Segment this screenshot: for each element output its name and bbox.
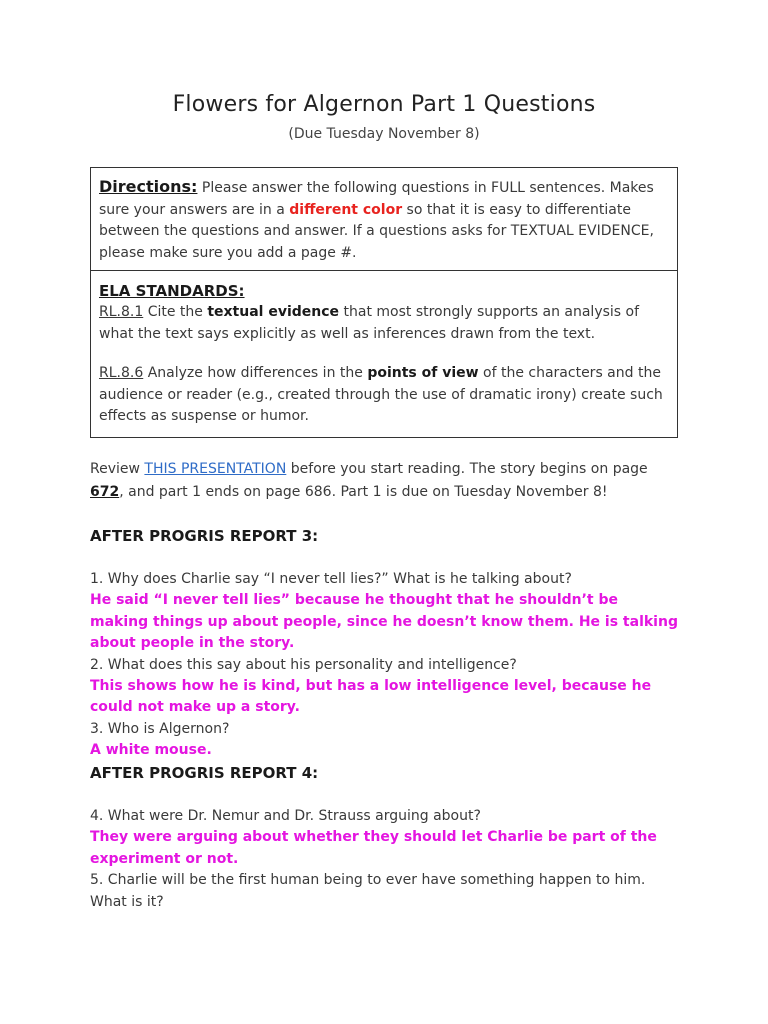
- different-color-highlight: different color: [289, 201, 403, 218]
- review-text-pre: Review: [90, 461, 145, 477]
- answer-4: They were arguing about whether they should let Charlie be part of the experiment or not.: [90, 829, 657, 867]
- presentation-link[interactable]: THIS PRESENTATION: [144, 461, 287, 477]
- directions-paragraph: [99, 176, 669, 264]
- review-text-end: , and part 1 ends on page 686. Part 1 is due on Tuesday November 8!: [119, 483, 608, 500]
- directions-text-2: so that it is easy to differentiate between the questions and answer. If a questions asks for TEXTUAL EVIDENCE, please make sure you add a page #.: [99, 201, 654, 261]
- standard-rl86: [99, 363, 669, 428]
- ela-standards-heading: ELA STANDARDS:: [99, 282, 245, 300]
- directions-text-1: Please answer the following questions in FULL sentences. Makes sure your answers are in a: [99, 180, 654, 218]
- questions-report-4: [90, 806, 680, 913]
- standard-bold-term: points of view: [367, 365, 479, 381]
- standard-text-pre: Analyze how differences in the: [143, 365, 368, 381]
- answer-2: This shows how he is kind, but has a low intelligence level, because he could not make up a story.: [90, 678, 652, 716]
- question-1: 1. Why does Charlie say “I never tell lies?” What is he talking about?: [90, 571, 572, 587]
- standard-text-pre: Cite the: [143, 304, 208, 320]
- standard-code-link[interactable]: RL.8.6: [99, 365, 144, 381]
- question-3: 3. Who is Algernon?: [90, 720, 230, 737]
- review-paragraph: [90, 458, 680, 503]
- answer-3: A white mouse.: [90, 742, 212, 759]
- section-heading-report-4: AFTER PROGRIS REPORT 4:: [90, 764, 319, 782]
- due-date-subtitle: (Due Tuesday November 8): [288, 126, 480, 142]
- standard-rl81: [99, 302, 669, 345]
- review-text-mid: before you start reading. The story begins on page: [286, 461, 648, 477]
- question-4: 4. What were Dr. Nemur and Dr. Strauss arguing about?: [90, 808, 481, 824]
- standard-text-post: that most strongly supports an analysis of what the text says explicitly as well as inferences drawn from the text.: [99, 304, 640, 342]
- question-5: 5. Charlie will be the first human being to ever have something happen to him. What is it?: [90, 872, 646, 910]
- standard-text-post: of the characters and the audience or reader (e.g., created through the use of dramatic irony) create such effects as suspense or humor.: [99, 365, 663, 424]
- answer-1: He said “I never tell lies” because he thought that he shouldn’t be making things up about people, since he doesn’t know them. He is talking about people in the story.: [90, 592, 678, 652]
- page-title: Flowers for Algernon Part 1 Questions: [172, 92, 596, 117]
- question-2: 2. What does this say about his personality and intelligence?: [90, 656, 517, 673]
- questions-report-3: [90, 569, 680, 762]
- standard-code-link[interactable]: RL.8.1: [99, 304, 144, 320]
- standard-bold-term: textual evidence: [207, 304, 340, 320]
- spacer: [99, 345, 669, 363]
- directions-box: [90, 167, 678, 271]
- directions-label: Directions:: [99, 177, 198, 196]
- ela-standards-box: [90, 270, 678, 438]
- section-heading-report-3: AFTER PROGRIS REPORT 3:: [90, 527, 319, 545]
- start-page-number: 672: [90, 483, 120, 500]
